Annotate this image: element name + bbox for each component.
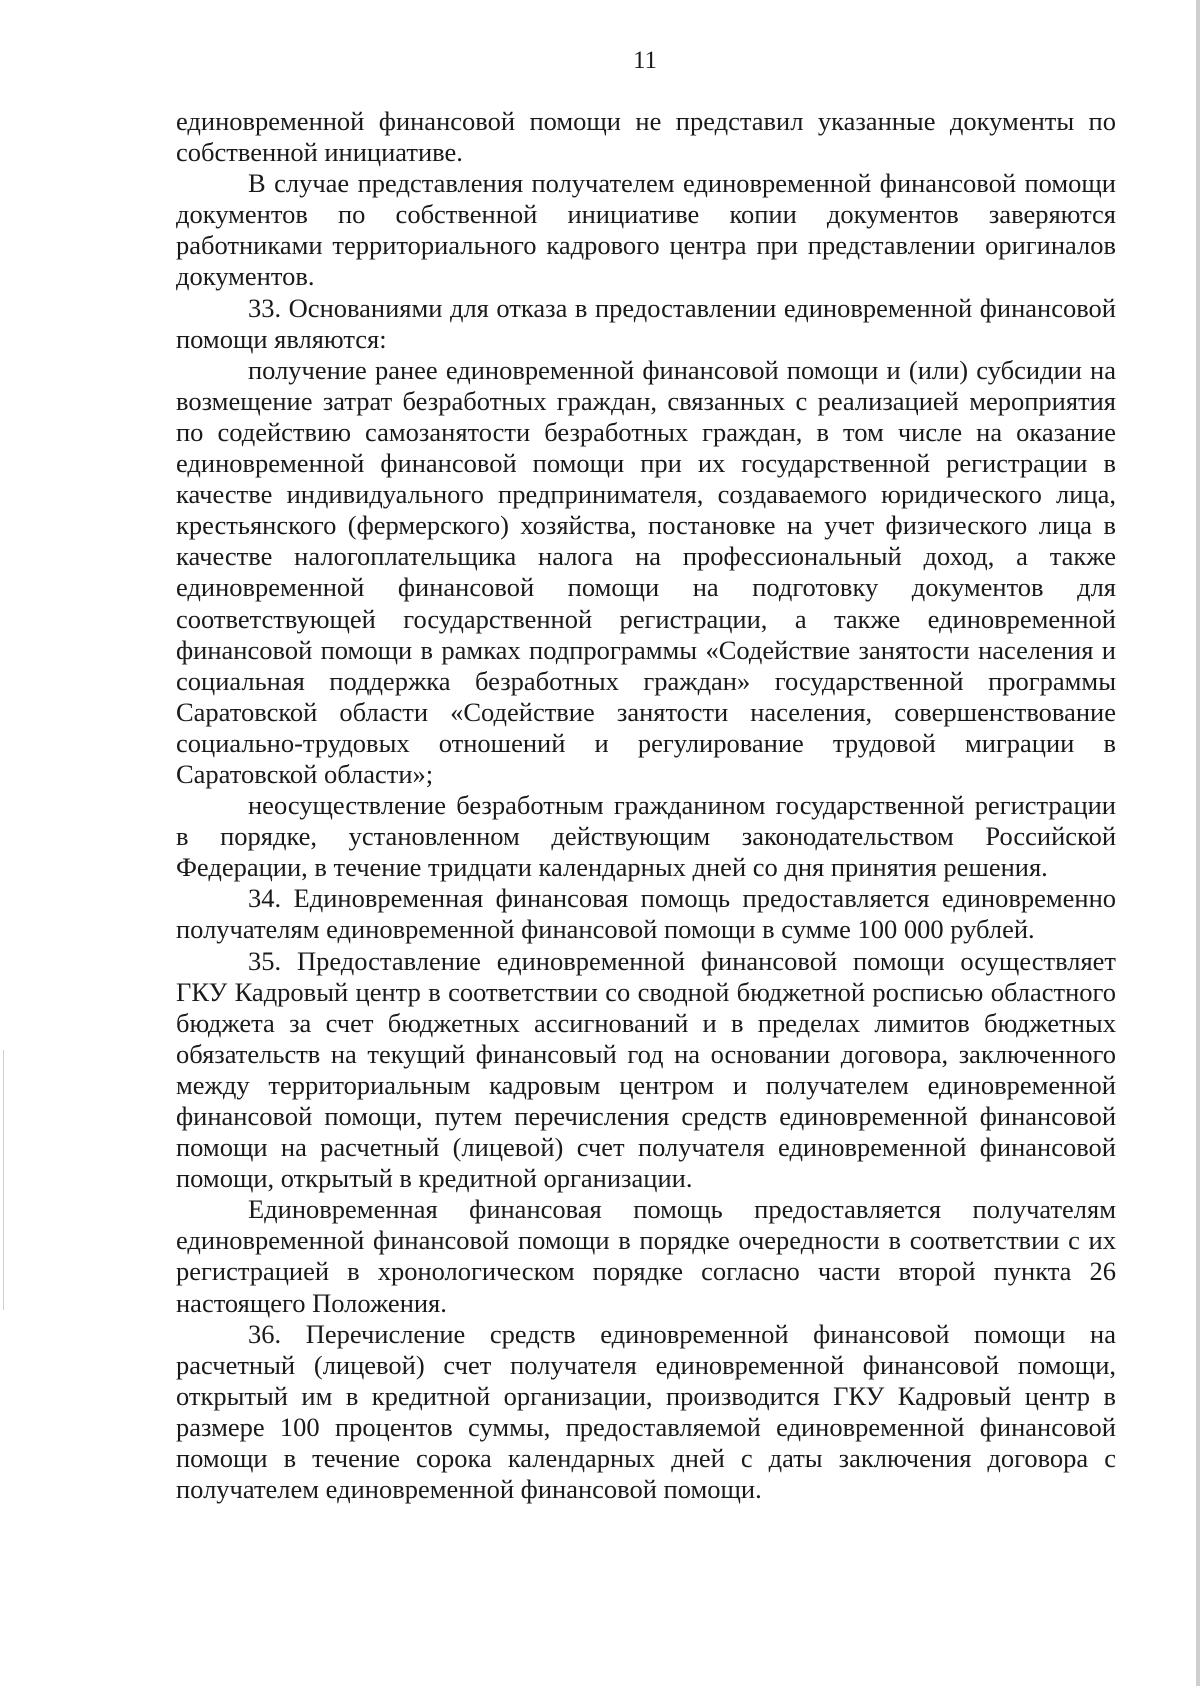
paragraph-copies-certification: В случае представления получателем единовременной финансовой помощи документов по собственной инициативе копии документов заверяются работниками территориального кадрового центра при представлении оригиналов документов. — [176, 168, 1116, 292]
document-body — [176, 106, 1116, 1505]
paragraph-refusal-ground-prior-aid: получение ранее единовременной финансовой помощи и (или) субсидии на возмещение затрат безработных граждан, связанных с реализацией мероприятия по содействию самозанятости безработных граждан, в том числе на оказание единовременной финансовой помощи при их государственной регистрации в качестве индивидуального предпринимателя, создаваемого юридического лица, крестьянского (фермерского) хозяйства, постановке на учет физического лица в качестве налогоплательщика налога на профессиональный доход, а также единовременной финансовой помощи на подготовку документов для соответствующей государственной регистрации, а также единовременной финансовой помощи в рамках подпрограммы «Содействие занятости населения и социальная поддержка безработных граждан» государственной программы Саратовской области «Содействие занятости населения, совершенствование социально-трудовых отношений и регулирование трудовой миграции в Саратовской области»; — [176, 354, 1116, 789]
paragraph-refusal-ground-no-registration: неосуществление безработным гражданином государственной регистрации в порядке, установленном действующим законодательством Российской Федерации, в течение тридцати календарных дней со дня принятия решения. — [176, 790, 1116, 883]
paragraph-35-provision: 35. Предоставление единовременной финансовой помощи осуществляет ГКУ Кадровый центр в соответствии со сводной бюджетной росписью областного бюджета за счет бюджетных ассигнований и в пределах лимитов бюджетных обязательств на текущий финансовый год на основании договора, заключенного между территориальным кадровым центром и получателем единовременной финансовой помощи, путем перечисления средств единовременной финансовой помощи на расчетный (лицевой) счет получателя единовременной финансовой помощи, открытый в кредитной организации. — [176, 945, 1116, 1194]
page-number: 11 — [632, 47, 658, 74]
paragraph-36-transfer: 36. Перечисление средств единовременной финансовой помощи на расчетный (лицевой) счет получателя единовременной финансовой помощи, открытый им в кредитной организации, производится ГКУ Кадровый центр в размере 100 процентов суммы, предоставляемой единовременной финансовой помощи в течение сорока календарных дней с даты заключения договора с получателем единовременной финансовой помощи. — [176, 1318, 1116, 1505]
scan-margin-line — [3, 1050, 4, 1310]
paragraph-34-amount: 34. Единовременная финансовая помощь предоставляется единовременно получателям единовременной финансовой помощи в сумме 100 000 рублей. — [176, 883, 1116, 945]
paragraph-provision-order: Единовременная финансовая помощь предоставляется получателям единовременной финансовой помощи в порядке очередности в соответствии с их регистрацией в хронологическом порядке согласно части второй пункта 26 настоящего Положения. — [176, 1194, 1116, 1318]
paragraph-33-refusal-grounds: 33. Основаниями для отказа в предоставлении единовременной финансовой помощи являются: — [176, 292, 1116, 354]
scan-edge-shadow — [1196, 0, 1200, 1686]
paragraph-continuation: единовременной финансовой помощи не представил указанные документы по собственной инициативе. — [176, 106, 1116, 168]
